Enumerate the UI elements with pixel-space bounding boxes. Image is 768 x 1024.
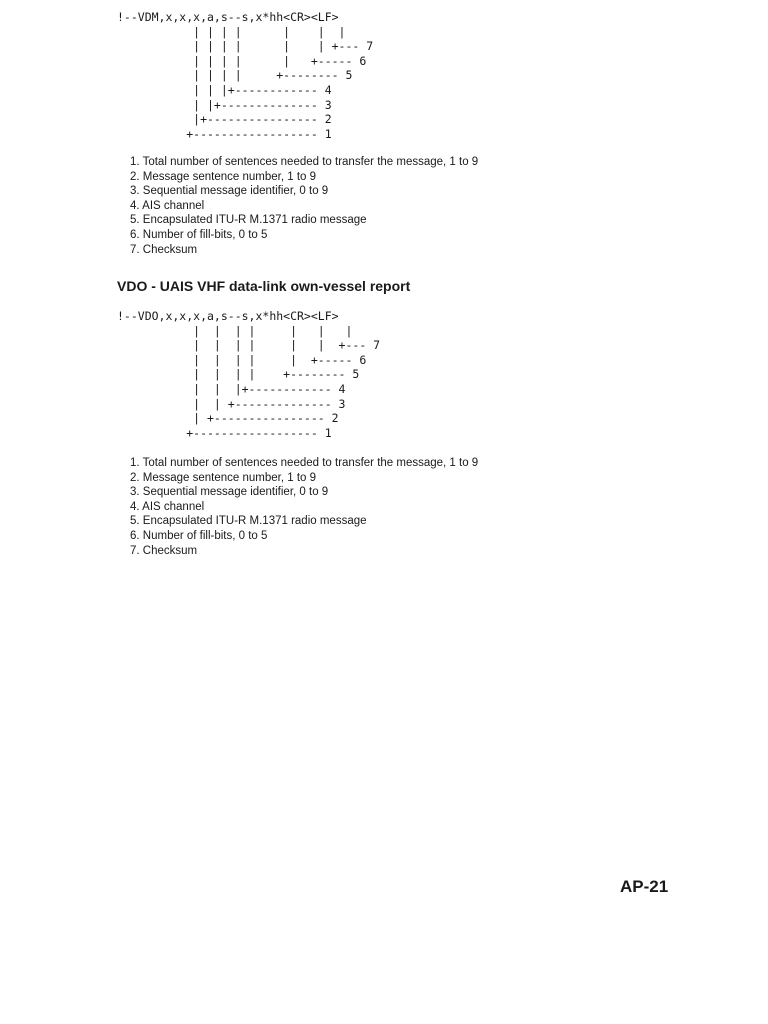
list-item: 1. Total number of sentences needed to transfer the message, 1 to 9 [130,457,479,469]
list-item: 2. Message sentence number, 1 to 9 [130,471,317,484]
diagram-line: !--VDO,x,x,x,a,s--s,x*hh<CR><LF> [117,309,339,323]
diagram-line: | | | | | | +--- 7 [117,39,374,54]
list-item: 7. Checksum [130,544,198,557]
section-heading: VDO - UAIS VHF data-link own-vessel report [117,278,411,294]
list-item: 5. Encapsulated ITU-R M.1371 radio message [130,214,367,227]
diagram-line: | | | | | | +--- 7 [117,338,381,353]
diagram-line: | | | | | | | [117,323,353,338]
diagram-line: | | | | +-------- 5 [117,367,360,382]
diagram-line: +------------------ 1 [117,126,332,141]
diagram-line: +------------------ 1 [117,425,332,440]
vdm-sentence-diagram [117,10,373,141]
list-item: 6. Number of fill-bits, 0 to 5 [130,529,268,542]
vdo-field-list [130,456,478,558]
diagram-line: | +---------------- 2 [117,411,339,426]
list-item: 5. Encapsulated ITU-R M.1371 radio message [130,515,367,528]
list-item: 1. Total number of sentences needed to transfer the message, 1 to 9 [130,156,479,168]
list-item: 4. AIS channel [130,199,205,212]
list-item: 3. Sequential message identifier, 0 to 9 [130,486,329,499]
page-number: AP-21 [620,877,669,896]
diagram-line: | |+-------------- 3 [117,97,332,112]
vdo-sentence-diagram [117,309,380,440]
list-item: 6. Number of fill-bits, 0 to 5 [130,228,268,241]
diagram-line: | | | | +-------- 5 [117,68,353,83]
diagram-line: | | | | | | | [117,24,346,39]
list-item: 3. Sequential message identifier, 0 to 9 [130,185,329,198]
list-item: 7. Checksum [130,243,198,256]
list-item: 2. Message sentence number, 1 to 9 [130,170,317,183]
diagram-line: | | +-------------- 3 [117,396,346,411]
diagram-line: | | | | | +----- 6 [117,53,367,68]
diagram-line: !--VDM,x,x,x,a,s--s,x*hh<CR><LF> [117,10,339,24]
diagram-line: | | |+------------ 4 [117,381,346,396]
diagram-line: |+---------------- 2 [117,112,332,127]
vdm-field-list [130,155,478,257]
list-item: 4. AIS channel [130,500,205,513]
diagram-line: | | | | | +----- 6 [117,352,367,367]
diagram-line: | | |+------------ 4 [117,82,332,97]
